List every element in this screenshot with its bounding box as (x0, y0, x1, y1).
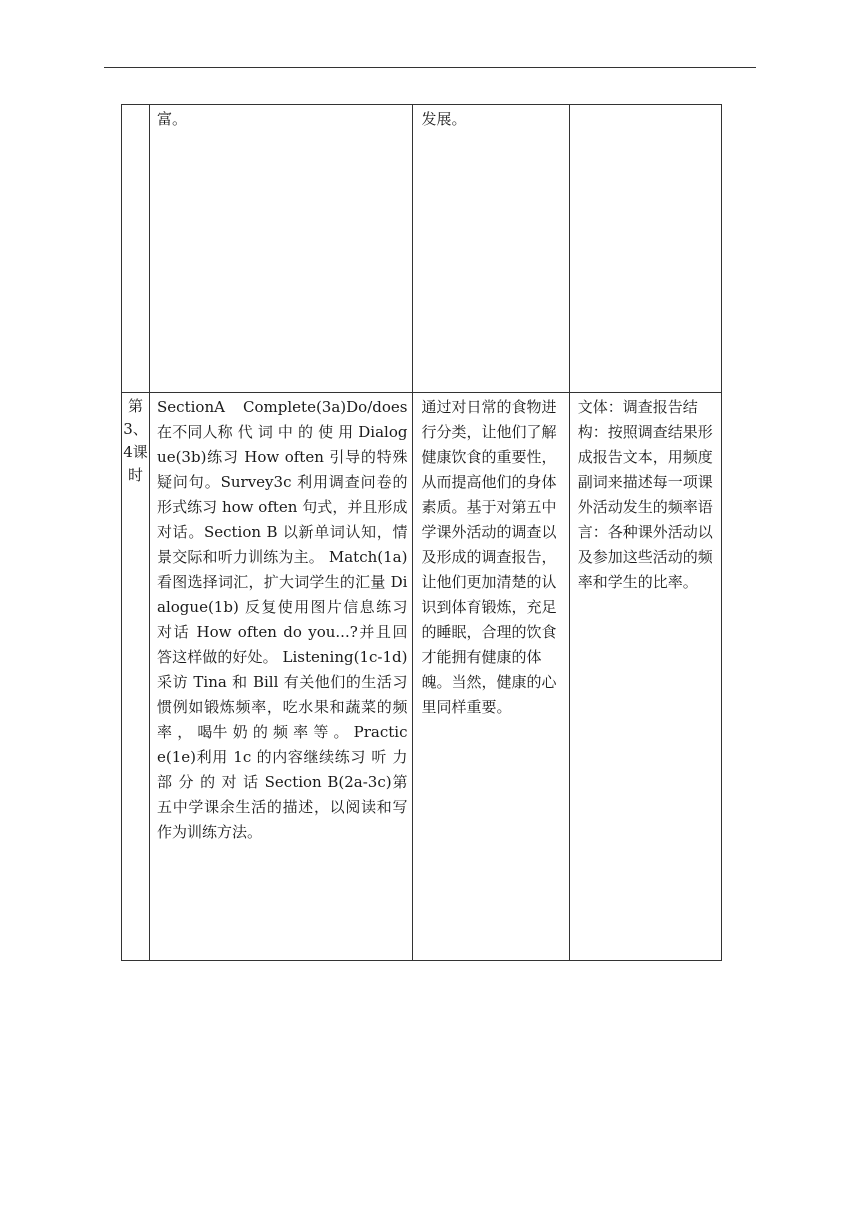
content-text: 富。 (157, 110, 188, 128)
output-cell (569, 105, 721, 393)
lesson-plan-table (121, 104, 722, 961)
purpose-text: 发展。 (421, 110, 467, 128)
lesson-label: 第3、4课时 (123, 397, 148, 484)
lesson-label (122, 105, 149, 107)
output-text: 文体：调查报告结构：按照调查结果形成报告文本，用频度副词来描述每一项课外活动发生的频率语言：各种课外活动以及参加这些活动的频率和学生的比率。 (577, 398, 713, 591)
table-row (122, 393, 722, 961)
table-row (122, 105, 722, 393)
content-cell (150, 105, 413, 393)
header-rule (104, 67, 756, 68)
output-cell (569, 393, 721, 961)
content-text: SectionA Complete(3a)Do/does 在不同人称 代 词 中 的 使 用 Dialogue(3b)练习 How often 引导的特殊疑问句。Survey3c 利用调查问卷的形式练习 how often 句式，并且形成对话。Section B 以新单词认知，情景交际和听力训练为主。 Match(1a)看图选择词汇，扩大词学生的汇量 Dialogue(1b) 反复使用图片信息练习对话 How often do you...?并且回答这样做的好处。 Listening(1c-1d) 采访 Tina 和 Bill 有关他们的生活习惯例如锻炼频率，吃水果和蔬菜的频 率 ， 喝牛 奶 的 频 率 等 。 Practice(1e)利用 1c 的内容继续练习 听 力 部 分 的 对 话 Section B(2a-3c)第五中学课余生活的描述，以阅读和写作为训练方法。 (157, 398, 408, 841)
purpose-cell (413, 393, 569, 961)
lesson-cell (122, 393, 150, 961)
content-cell (150, 393, 413, 961)
purpose-text: 通过对日常的食物进行分类，让他们了解健康饮食的重要性，从而提高他们的身体素质。基于对第五中学课外活动的调查以及形成的调查报告，让他们更加清楚的认识到体育锻炼，充足的睡眠，合理的饮食才能拥有健康的体魄。当然，健康的心里同样重要。 (421, 398, 557, 716)
lesson-cell (122, 105, 150, 393)
output-text (570, 105, 721, 109)
purpose-cell (413, 105, 569, 393)
